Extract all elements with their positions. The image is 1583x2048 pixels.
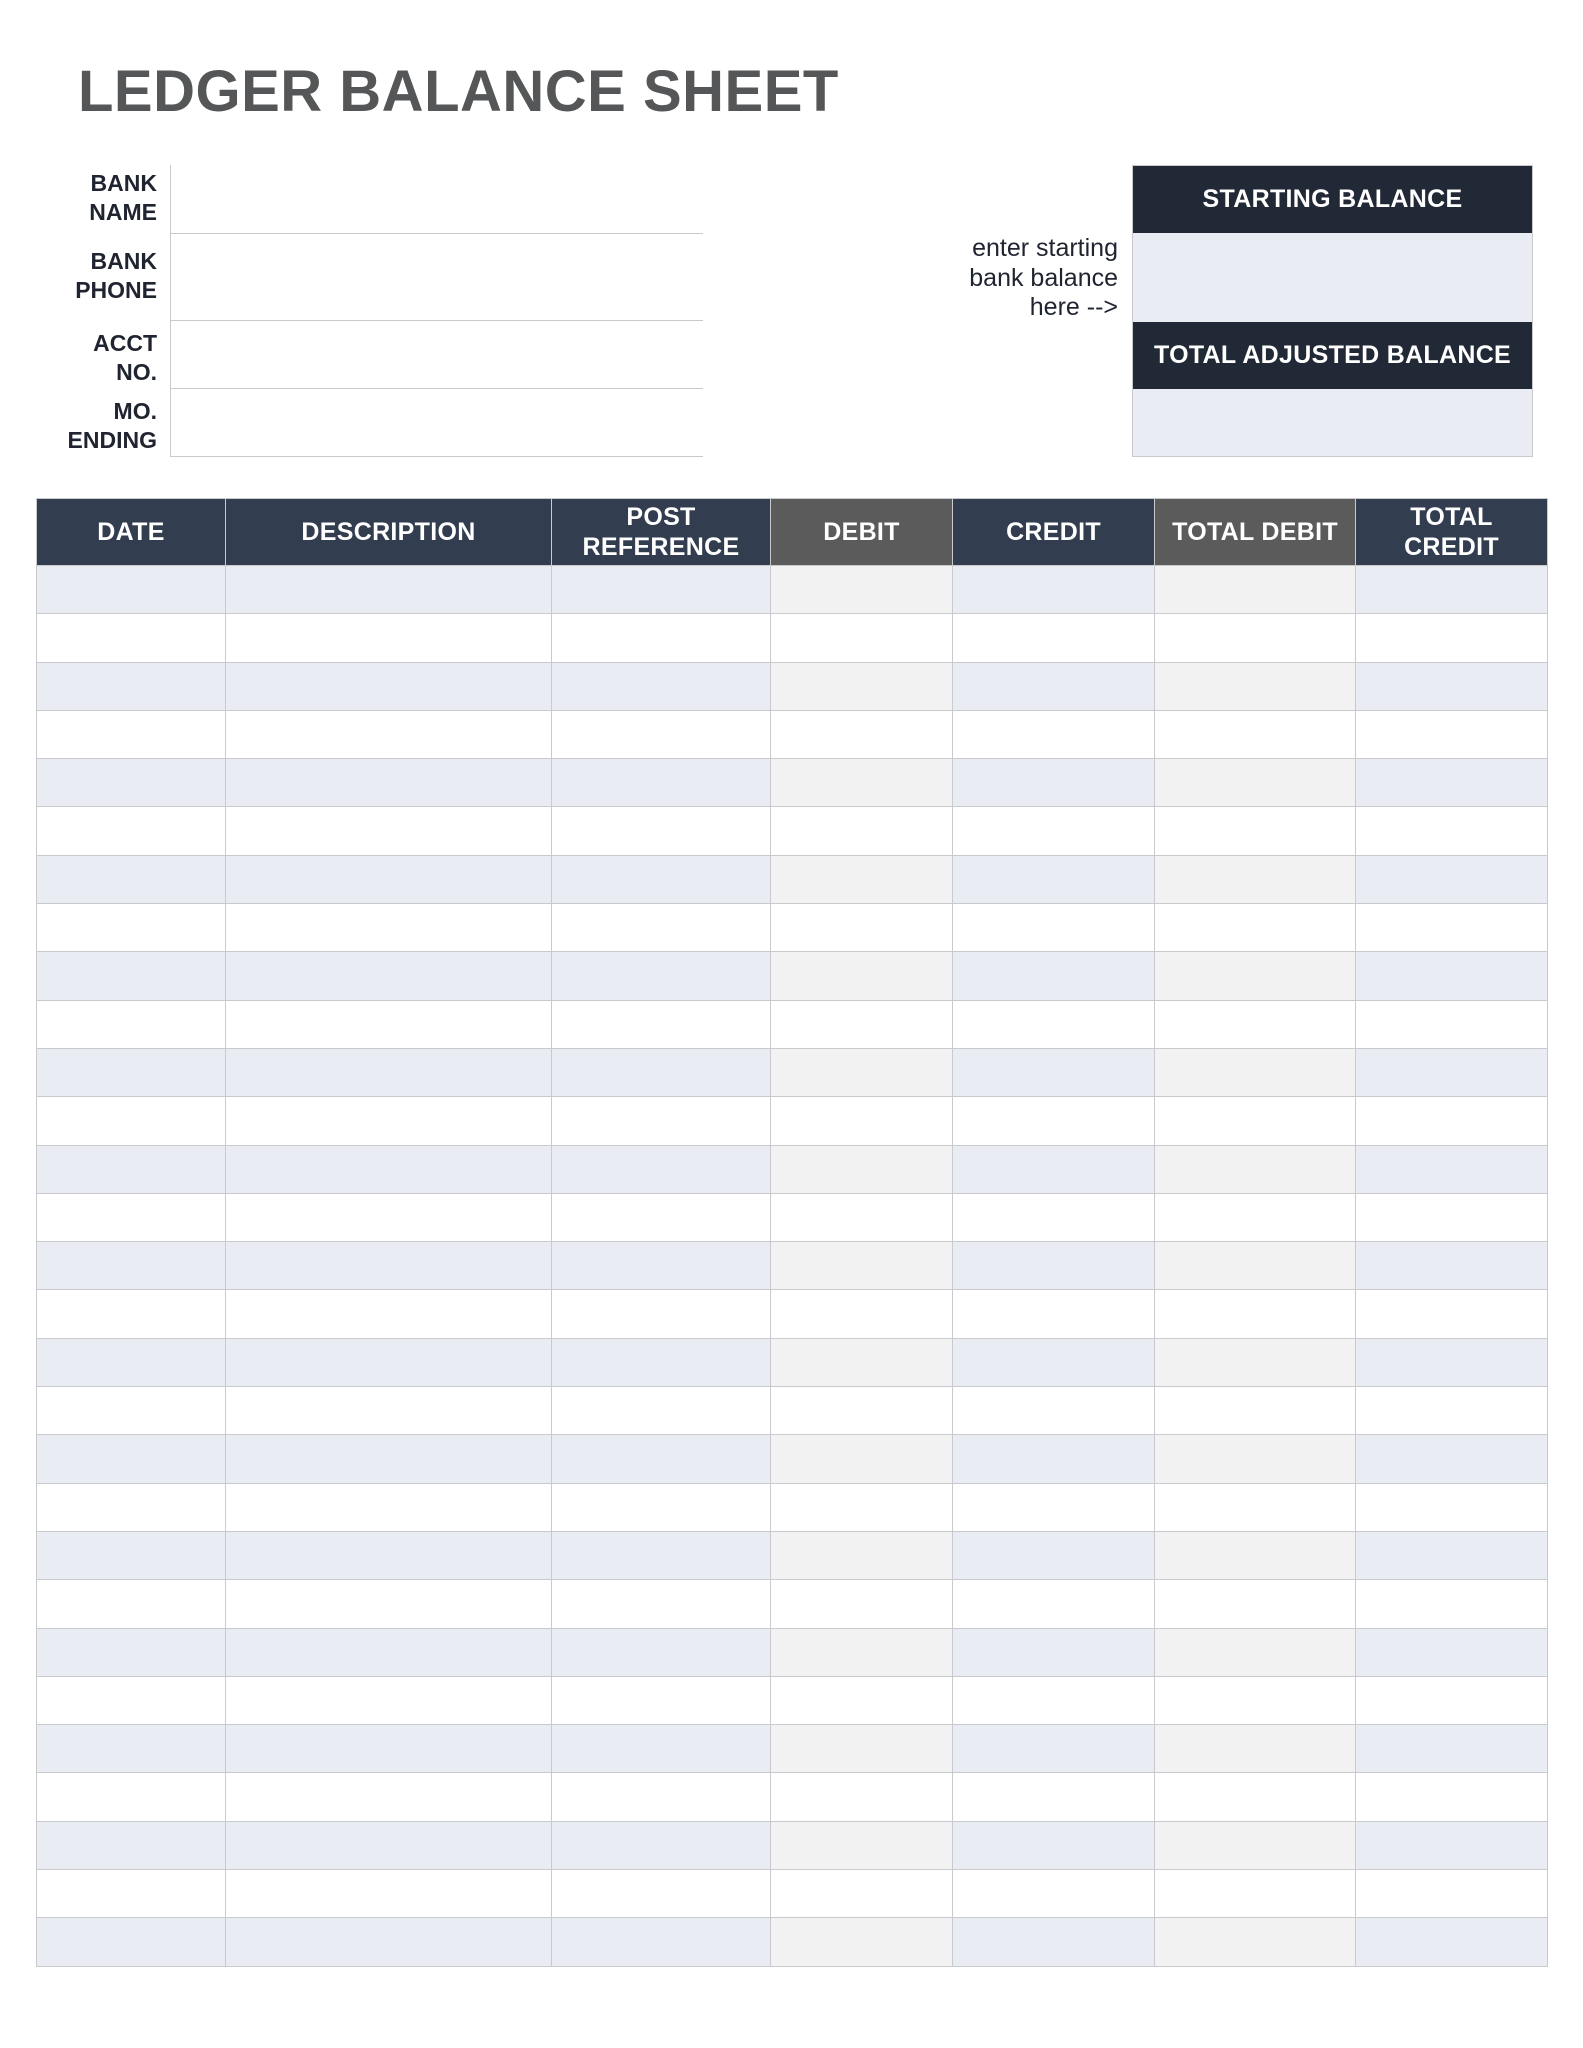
debit-cell[interactable] — [771, 1387, 953, 1435]
ledger-table — [36, 498, 1548, 1967]
debit-cell[interactable] — [771, 1870, 953, 1918]
debit-cell[interactable] — [771, 1193, 953, 1241]
date-cell[interactable] — [37, 1145, 226, 1193]
debit-cell[interactable] — [771, 855, 953, 903]
debit-cell[interactable] — [771, 1773, 953, 1821]
header-line: DATE — [97, 518, 165, 546]
description-cell[interactable] — [226, 662, 552, 710]
total-debit-cell[interactable] — [1155, 952, 1356, 1000]
total-credit-cell[interactable] — [1356, 1918, 1548, 1966]
total-credit-cell[interactable] — [1356, 566, 1548, 614]
credit-cell[interactable] — [953, 952, 1155, 1000]
total-debit-cell[interactable] — [1155, 1097, 1356, 1145]
credit-cell[interactable] — [953, 1338, 1155, 1386]
table-row — [37, 1387, 1548, 1435]
total-debit-cell[interactable] — [1155, 1580, 1356, 1628]
total-credit-cell[interactable] — [1356, 1773, 1548, 1821]
credit-cell[interactable] — [953, 1531, 1155, 1579]
total-credit-cell[interactable] — [1356, 1048, 1548, 1096]
debit-cell[interactable] — [771, 1628, 953, 1676]
total-credit-cell[interactable] — [1356, 1628, 1548, 1676]
post-reference-cell[interactable] — [552, 614, 771, 662]
table-row — [37, 1918, 1548, 1966]
post-reference-cell[interactable] — [552, 807, 771, 855]
credit-cell[interactable] — [953, 1773, 1155, 1821]
date-cell[interactable] — [37, 1338, 226, 1386]
table-row — [37, 807, 1548, 855]
credit-cell[interactable] — [953, 1290, 1155, 1338]
table-row — [37, 1821, 1548, 1869]
total-debit-cell[interactable] — [1155, 566, 1356, 614]
total-debit-cell[interactable] — [1155, 904, 1356, 952]
ledger-header-row — [37, 499, 1548, 566]
total-debit-cell[interactable] — [1155, 710, 1356, 758]
debit-cell[interactable] — [771, 1725, 953, 1773]
debit-cell[interactable] — [771, 1821, 953, 1869]
debit-cell[interactable] — [771, 1097, 953, 1145]
acct-no-label — [20, 329, 157, 387]
debit-cell[interactable] — [771, 1338, 953, 1386]
total-credit-cell[interactable] — [1356, 1531, 1548, 1579]
post-reference-cell[interactable] — [552, 1483, 771, 1531]
description-cell[interactable] — [226, 1290, 552, 1338]
credit-cell[interactable] — [953, 855, 1155, 903]
table-row — [37, 1870, 1548, 1918]
post-reference-cell[interactable] — [552, 759, 771, 807]
table-row — [37, 662, 1548, 710]
debit-cell[interactable] — [771, 662, 953, 710]
column-header-date — [37, 499, 226, 566]
description-cell[interactable] — [226, 1193, 552, 1241]
total-credit-cell[interactable] — [1356, 1870, 1548, 1918]
date-cell[interactable] — [37, 759, 226, 807]
date-cell[interactable] — [37, 904, 226, 952]
label-line: ACCT — [93, 330, 157, 356]
credit-cell[interactable] — [953, 1725, 1155, 1773]
table-row — [37, 1193, 1548, 1241]
description-cell[interactable] — [226, 1918, 552, 1966]
header-line: TOTAL DEBIT — [1172, 518, 1338, 546]
date-cell[interactable] — [37, 1193, 226, 1241]
post-reference-cell[interactable] — [552, 1773, 771, 1821]
description-cell[interactable] — [226, 855, 552, 903]
debit-cell[interactable] — [771, 1580, 953, 1628]
label-line: BANK — [90, 170, 157, 196]
post-reference-cell[interactable] — [552, 1387, 771, 1435]
date-cell[interactable] — [37, 1531, 226, 1579]
bank-name-label — [20, 169, 157, 227]
credit-cell[interactable] — [953, 1435, 1155, 1483]
credit-cell[interactable] — [953, 1097, 1155, 1145]
total-credit-cell[interactable] — [1356, 1242, 1548, 1290]
table-row — [37, 1290, 1548, 1338]
label-line: BANK — [90, 248, 157, 274]
date-cell[interactable] — [37, 614, 226, 662]
mo-ending-field[interactable] — [170, 389, 703, 457]
header-line: CREDIT — [1006, 518, 1101, 546]
post-reference-cell[interactable] — [552, 904, 771, 952]
credit-cell[interactable] — [953, 1580, 1155, 1628]
debit-cell[interactable] — [771, 807, 953, 855]
label-line: MO. — [113, 398, 157, 424]
date-cell[interactable] — [37, 566, 226, 614]
total-credit-cell[interactable] — [1356, 1097, 1548, 1145]
debit-cell[interactable] — [771, 952, 953, 1000]
table-row — [37, 904, 1548, 952]
total-debit-cell[interactable] — [1155, 1725, 1356, 1773]
post-reference-cell[interactable] — [552, 1580, 771, 1628]
debit-cell[interactable] — [771, 710, 953, 758]
table-row — [37, 1773, 1548, 1821]
description-cell[interactable] — [226, 1387, 552, 1435]
credit-cell[interactable] — [953, 566, 1155, 614]
column-header-debit — [771, 499, 953, 566]
debit-cell[interactable] — [771, 1435, 953, 1483]
post-reference-cell[interactable] — [552, 1918, 771, 1966]
total-debit-cell[interactable] — [1155, 1870, 1356, 1918]
credit-cell[interactable] — [953, 759, 1155, 807]
label-line: PHONE — [75, 277, 157, 303]
total-credit-cell[interactable] — [1356, 1290, 1548, 1338]
table-row — [37, 1000, 1548, 1048]
post-reference-cell[interactable] — [552, 662, 771, 710]
date-cell[interactable] — [37, 1048, 226, 1096]
credit-cell[interactable] — [953, 1000, 1155, 1048]
hint-line: here --> — [1029, 293, 1118, 321]
post-reference-cell[interactable] — [552, 855, 771, 903]
total-debit-cell[interactable] — [1155, 1483, 1356, 1531]
header-line: CREDIT — [1404, 533, 1499, 561]
total-adjusted-balance-header: TOTAL ADJUSTED BALANCE — [1133, 322, 1532, 389]
credit-cell[interactable] — [953, 1193, 1155, 1241]
bank-phone-field[interactable] — [170, 234, 703, 321]
table-row — [37, 952, 1548, 1000]
credit-cell[interactable] — [953, 710, 1155, 758]
date-cell[interactable] — [37, 1290, 226, 1338]
date-cell[interactable] — [37, 1870, 226, 1918]
post-reference-cell[interactable] — [552, 1097, 771, 1145]
total-debit-cell[interactable] — [1155, 1145, 1356, 1193]
table-row — [37, 855, 1548, 903]
credit-cell[interactable] — [953, 1048, 1155, 1096]
post-reference-cell[interactable] — [552, 952, 771, 1000]
table-row — [37, 566, 1548, 614]
table-row — [37, 1242, 1548, 1290]
total-debit-cell[interactable] — [1155, 1918, 1356, 1966]
description-cell[interactable] — [226, 1483, 552, 1531]
debit-cell[interactable] — [771, 1048, 953, 1096]
column-header-description — [226, 499, 552, 566]
starting-balance-field[interactable] — [1133, 233, 1532, 322]
total-debit-cell[interactable] — [1155, 1338, 1356, 1386]
total-credit-cell[interactable] — [1356, 904, 1548, 952]
total-credit-cell[interactable] — [1356, 614, 1548, 662]
description-cell[interactable] — [226, 952, 552, 1000]
bank-name-field[interactable] — [170, 165, 703, 234]
hint-line: enter starting — [972, 234, 1118, 262]
total-credit-cell[interactable] — [1356, 1338, 1548, 1386]
debit-cell[interactable] — [771, 1918, 953, 1966]
starting-balance-hint — [900, 234, 1118, 323]
description-cell[interactable] — [226, 1242, 552, 1290]
description-cell[interactable] — [226, 1531, 552, 1579]
starting-balance-header: STARTING BALANCE — [1133, 166, 1532, 233]
column-header-total-credit — [1356, 499, 1548, 566]
ledger-body — [37, 566, 1548, 1967]
label-line: NAME — [89, 199, 157, 225]
hint-line: bank balance — [969, 263, 1118, 292]
credit-cell[interactable] — [953, 1918, 1155, 1966]
total-credit-cell[interactable] — [1356, 1435, 1548, 1483]
post-reference-cell[interactable] — [552, 1145, 771, 1193]
total-credit-cell[interactable] — [1356, 952, 1548, 1000]
credit-cell[interactable] — [953, 1145, 1155, 1193]
description-cell[interactable] — [226, 904, 552, 952]
post-reference-cell[interactable] — [552, 1870, 771, 1918]
date-cell[interactable] — [37, 1435, 226, 1483]
mo-ending-label — [20, 397, 157, 455]
total-debit-cell[interactable] — [1155, 1290, 1356, 1338]
date-cell[interactable] — [37, 1628, 226, 1676]
description-cell[interactable] — [226, 1676, 552, 1724]
credit-cell[interactable] — [953, 662, 1155, 710]
column-header-total-debit — [1155, 499, 1356, 566]
description-cell[interactable] — [226, 1435, 552, 1483]
header-line: TOTAL — [1410, 503, 1493, 531]
date-cell[interactable] — [37, 1821, 226, 1869]
table-row — [37, 614, 1548, 662]
table-row — [37, 1676, 1548, 1724]
table-row — [37, 1097, 1548, 1145]
total-credit-cell[interactable] — [1356, 807, 1548, 855]
date-cell[interactable] — [37, 710, 226, 758]
description-cell[interactable] — [226, 1000, 552, 1048]
bank-phone-label — [20, 247, 157, 305]
total-credit-cell[interactable] — [1356, 1145, 1548, 1193]
column-header-post-reference — [552, 499, 771, 566]
total-credit-cell[interactable] — [1356, 1387, 1548, 1435]
total-debit-cell[interactable] — [1155, 1000, 1356, 1048]
debit-cell[interactable] — [771, 1290, 953, 1338]
date-cell[interactable] — [37, 662, 226, 710]
total-credit-cell[interactable] — [1356, 1580, 1548, 1628]
date-cell[interactable] — [37, 1097, 226, 1145]
description-cell[interactable] — [226, 1048, 552, 1096]
total-debit-cell[interactable] — [1155, 1048, 1356, 1096]
total-debit-cell[interactable] — [1155, 1193, 1356, 1241]
date-cell[interactable] — [37, 1725, 226, 1773]
description-cell[interactable] — [226, 1773, 552, 1821]
debit-cell[interactable] — [771, 1242, 953, 1290]
table-row — [37, 1628, 1548, 1676]
credit-cell[interactable] — [953, 807, 1155, 855]
table-row — [37, 1435, 1548, 1483]
post-reference-cell[interactable] — [552, 1821, 771, 1869]
total-debit-cell[interactable] — [1155, 1242, 1356, 1290]
total-adjusted-balance-field[interactable] — [1133, 389, 1532, 456]
description-cell[interactable] — [226, 1821, 552, 1869]
total-credit-cell[interactable] — [1356, 1000, 1548, 1048]
total-debit-cell[interactable] — [1155, 614, 1356, 662]
total-debit-cell[interactable] — [1155, 1773, 1356, 1821]
post-reference-cell[interactable] — [552, 1628, 771, 1676]
credit-cell[interactable] — [953, 1676, 1155, 1724]
credit-cell[interactable] — [953, 1483, 1155, 1531]
table-row — [37, 1338, 1548, 1386]
post-reference-cell[interactable] — [552, 1000, 771, 1048]
description-cell[interactable] — [226, 1870, 552, 1918]
date-cell[interactable] — [37, 1387, 226, 1435]
credit-cell[interactable] — [953, 1628, 1155, 1676]
total-credit-cell[interactable] — [1356, 1821, 1548, 1869]
debit-cell[interactable] — [771, 1676, 953, 1724]
total-credit-cell[interactable] — [1356, 855, 1548, 903]
date-cell[interactable] — [37, 1580, 226, 1628]
credit-cell[interactable] — [953, 1242, 1155, 1290]
date-cell[interactable] — [37, 1676, 226, 1724]
debit-cell[interactable] — [771, 566, 953, 614]
post-reference-cell[interactable] — [552, 1338, 771, 1386]
table-row — [37, 1048, 1548, 1096]
date-cell[interactable] — [37, 1000, 226, 1048]
credit-cell[interactable] — [953, 1387, 1155, 1435]
total-credit-cell[interactable] — [1356, 662, 1548, 710]
total-credit-cell[interactable] — [1356, 710, 1548, 758]
table-row — [37, 1483, 1548, 1531]
table-row — [37, 759, 1548, 807]
description-cell[interactable] — [226, 566, 552, 614]
date-cell[interactable] — [37, 1918, 226, 1966]
credit-cell[interactable] — [953, 614, 1155, 662]
debit-cell[interactable] — [771, 1145, 953, 1193]
date-cell[interactable] — [37, 1773, 226, 1821]
post-reference-cell[interactable] — [552, 1048, 771, 1096]
post-reference-cell[interactable] — [552, 1242, 771, 1290]
total-debit-cell[interactable] — [1155, 1435, 1356, 1483]
total-credit-cell[interactable] — [1356, 1193, 1548, 1241]
total-credit-cell[interactable] — [1356, 1483, 1548, 1531]
description-cell[interactable] — [226, 1628, 552, 1676]
date-cell[interactable] — [37, 1483, 226, 1531]
label-line: ENDING — [67, 427, 157, 453]
date-cell[interactable] — [37, 952, 226, 1000]
total-debit-cell[interactable] — [1155, 1387, 1356, 1435]
table-row — [37, 1145, 1548, 1193]
debit-cell[interactable] — [771, 1531, 953, 1579]
description-cell[interactable] — [226, 759, 552, 807]
description-cell[interactable] — [226, 1338, 552, 1386]
total-credit-cell[interactable] — [1356, 759, 1548, 807]
description-cell[interactable] — [226, 614, 552, 662]
total-credit-cell[interactable] — [1356, 1676, 1548, 1724]
debit-cell[interactable] — [771, 614, 953, 662]
table-row — [37, 1531, 1548, 1579]
post-reference-cell[interactable] — [552, 1193, 771, 1241]
description-cell[interactable] — [226, 807, 552, 855]
header-line: DESCRIPTION — [301, 518, 476, 546]
date-cell[interactable] — [37, 1242, 226, 1290]
page-title: LEDGER BALANCE SHEET — [78, 59, 839, 124]
label-line: NO. — [116, 359, 157, 385]
total-debit-cell[interactable] — [1155, 1531, 1356, 1579]
post-reference-cell[interactable] — [552, 1435, 771, 1483]
post-reference-cell[interactable] — [552, 1290, 771, 1338]
column-header-credit — [953, 499, 1155, 566]
description-cell[interactable] — [226, 1580, 552, 1628]
debit-cell[interactable] — [771, 1483, 953, 1531]
description-cell[interactable] — [226, 710, 552, 758]
balance-box — [1132, 165, 1533, 457]
date-cell[interactable] — [37, 807, 226, 855]
debit-cell[interactable] — [771, 759, 953, 807]
table-row — [37, 1725, 1548, 1773]
description-cell[interactable] — [226, 1725, 552, 1773]
debit-cell[interactable] — [771, 1000, 953, 1048]
credit-cell[interactable] — [953, 904, 1155, 952]
description-cell[interactable] — [226, 1097, 552, 1145]
table-row — [37, 1580, 1548, 1628]
date-cell[interactable] — [37, 855, 226, 903]
total-debit-cell[interactable] — [1155, 807, 1356, 855]
credit-cell[interactable] — [953, 1821, 1155, 1869]
post-reference-cell[interactable] — [552, 1531, 771, 1579]
total-debit-cell[interactable] — [1155, 1676, 1356, 1724]
acct-no-field[interactable] — [170, 321, 703, 389]
total-debit-cell[interactable] — [1155, 855, 1356, 903]
post-reference-cell[interactable] — [552, 710, 771, 758]
header-line: POST — [626, 503, 696, 531]
total-credit-cell[interactable] — [1356, 1725, 1548, 1773]
total-debit-cell[interactable] — [1155, 1628, 1356, 1676]
total-debit-cell[interactable] — [1155, 1821, 1356, 1869]
post-reference-cell[interactable] — [552, 566, 771, 614]
credit-cell[interactable] — [953, 1870, 1155, 1918]
description-cell[interactable] — [226, 1145, 552, 1193]
total-debit-cell[interactable] — [1155, 662, 1356, 710]
post-reference-cell[interactable] — [552, 1725, 771, 1773]
post-reference-cell[interactable] — [552, 1676, 771, 1724]
header-line: REFERENCE — [582, 533, 740, 561]
table-row — [37, 710, 1548, 758]
total-debit-cell[interactable] — [1155, 759, 1356, 807]
debit-cell[interactable] — [771, 904, 953, 952]
header-line: DEBIT — [823, 518, 900, 546]
